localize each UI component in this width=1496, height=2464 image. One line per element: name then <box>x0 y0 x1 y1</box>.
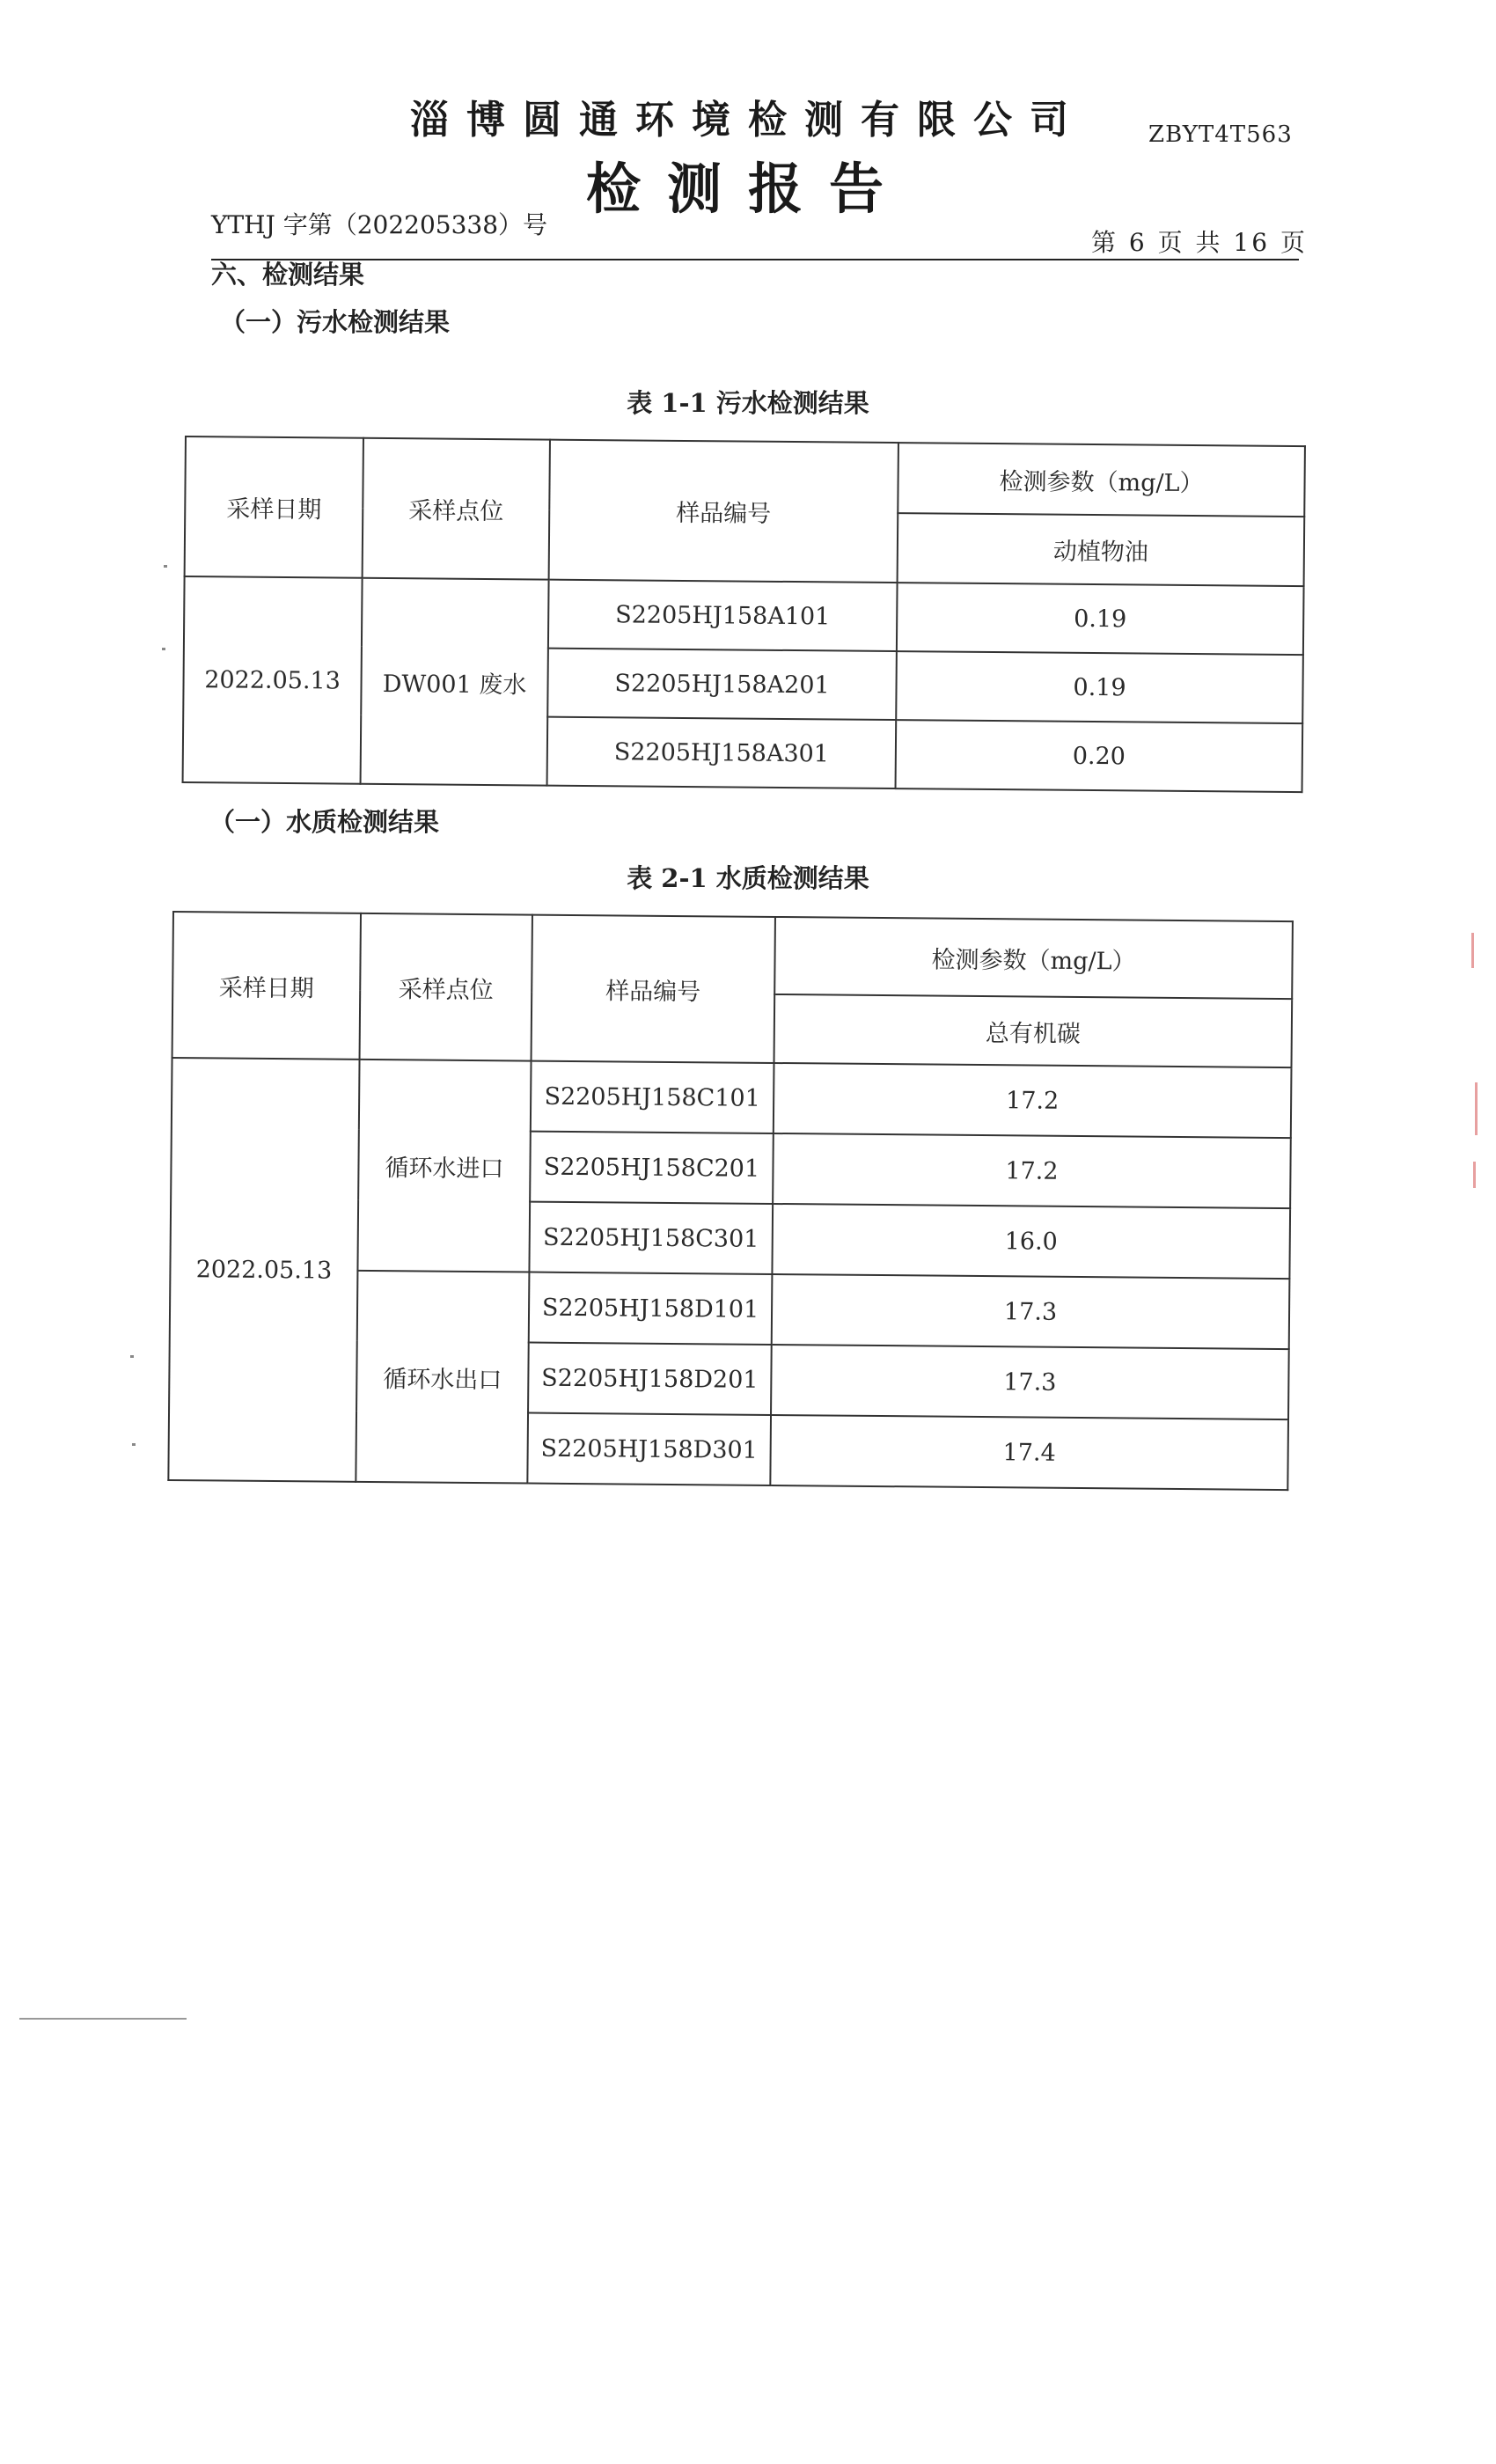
value-cell: 0.20 <box>896 720 1303 792</box>
table2-caption: 表 2-1 水质检测结果 <box>627 863 869 893</box>
seal-edge-mark <box>1475 1082 1478 1135</box>
value-cell: 16.0 <box>772 1204 1290 1279</box>
sample-id-cell: S2205HJ158D101 <box>529 1272 773 1345</box>
sample-id-cell: S2205HJ158D201 <box>528 1343 772 1415</box>
report-code: ZBYT4T563 <box>1148 121 1293 148</box>
water-quality-results-table <box>167 911 1294 1491</box>
sampling-location-cell: 循环水出口 <box>356 1271 529 1484</box>
sample-id-cell: S2205HJ158C301 <box>529 1202 773 1274</box>
value-cell: 0.19 <box>897 583 1304 655</box>
sampling-location-cell: DW001 废水 <box>361 578 549 786</box>
sampling-date-cell: 2022.05.13 <box>183 576 363 784</box>
sampling-date-cell: 2022.05.13 <box>168 1058 359 1482</box>
header-sample-id: 样品编号 <box>549 440 898 583</box>
seal-edge-mark <box>1471 933 1474 968</box>
report-title: 检测报告 <box>585 157 910 221</box>
value-cell: 17.4 <box>770 1415 1288 1490</box>
header-sampling-date: 采样日期 <box>185 436 363 578</box>
scan-speck <box>132 1443 136 1446</box>
scan-speck <box>130 1355 134 1358</box>
page-number: 第 6 页 共 16 页 <box>1091 228 1308 257</box>
header-parameter-name: 总有机碳 <box>774 994 1293 1067</box>
wastewater-results-table <box>182 436 1306 793</box>
value-cell: 17.2 <box>773 1133 1291 1208</box>
scan-speck <box>162 648 165 650</box>
footer-rule <box>19 2018 187 2020</box>
sample-id-cell: S2205HJ158C201 <box>530 1132 774 1204</box>
header-sampling-location: 采样点位 <box>363 438 550 580</box>
document-number: YTHJ 字第（202205338）号 <box>211 210 548 239</box>
sample-id-cell: S2205HJ158A101 <box>548 580 898 651</box>
header-test-parameters: 检测参数（mg/L） <box>774 917 1293 999</box>
header-sample-id: 样品编号 <box>532 915 775 1063</box>
value-cell: 17.3 <box>771 1345 1289 1419</box>
sample-id-cell: S2205HJ158D301 <box>527 1413 771 1485</box>
header-test-parameters: 检测参数（mg/L） <box>898 443 1305 517</box>
section-title: 六、检测结果 <box>211 260 365 290</box>
sample-id-cell: S2205HJ158C101 <box>531 1061 774 1133</box>
subsection-title-wastewater: （一）污水检测结果 <box>220 307 451 337</box>
table-row <box>172 1058 1292 1138</box>
sample-id-cell: S2205HJ158A201 <box>547 649 897 720</box>
value-cell: 0.19 <box>896 651 1303 723</box>
table1-caption: 表 1-1 污水检测结果 <box>627 388 869 418</box>
header-sampling-location: 采样点位 <box>360 913 532 1061</box>
seal-edge-mark <box>1473 1162 1476 1188</box>
sampling-location-cell: 循环水进口 <box>357 1060 531 1272</box>
header-parameter-name: 动植物油 <box>898 513 1305 586</box>
value-cell: 17.3 <box>772 1274 1290 1349</box>
header-sampling-date: 采样日期 <box>172 912 361 1060</box>
subsection-title-water-quality: （一）水质检测结果 <box>209 807 440 837</box>
value-cell: 17.2 <box>774 1063 1292 1138</box>
table-row <box>184 576 1304 655</box>
company-name: 淄博圆通环境检测有限公司 <box>410 98 1086 143</box>
scan-speck <box>164 565 167 568</box>
sample-id-cell: S2205HJ158A301 <box>547 717 897 788</box>
header-rule <box>211 259 1299 260</box>
